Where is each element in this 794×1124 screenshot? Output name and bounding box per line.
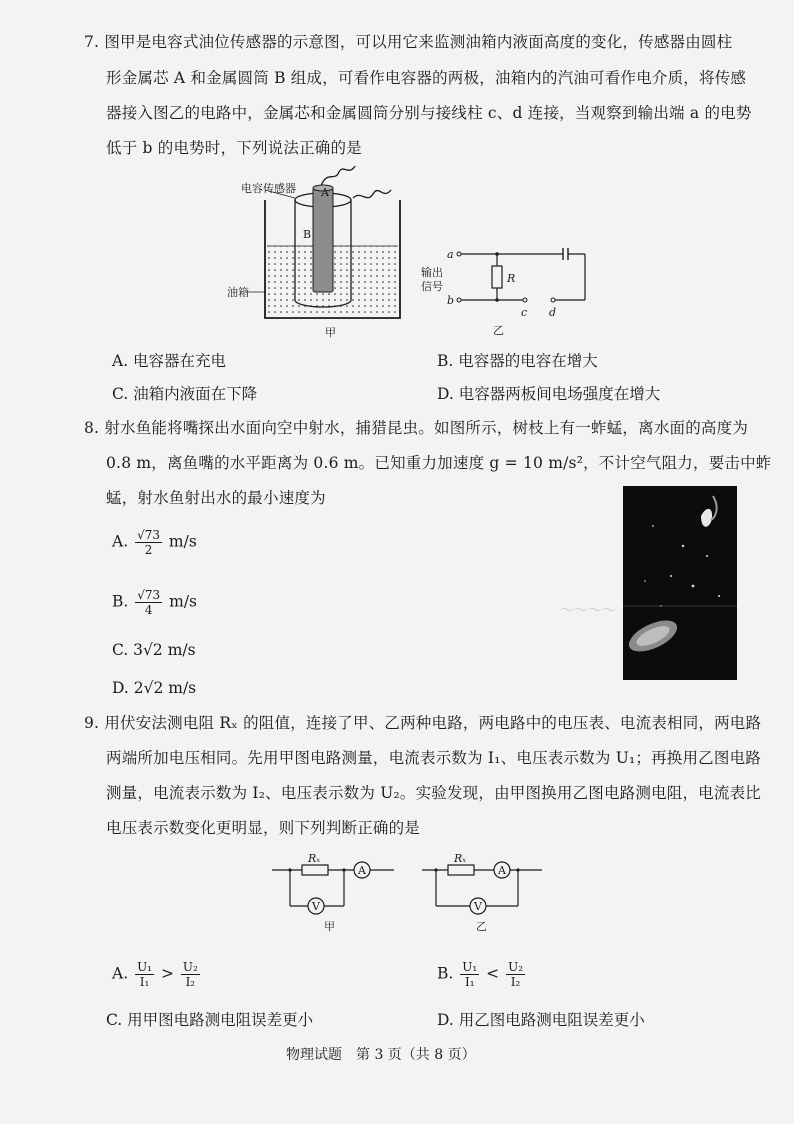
svg-text:c: c	[521, 306, 528, 319]
svg-text:b: b	[447, 294, 455, 307]
q8-line-2: 0.8 m，离鱼嘴的水平距离为 0.6 m。已知重力加速度 g = 10 m/s²，不计空气阻力，要击中蚱	[106, 454, 772, 472]
q7-option-c[interactable]: C. 油箱内液面在下降	[112, 385, 258, 403]
label-A: A	[321, 186, 329, 199]
svg-text:乙: 乙	[476, 920, 487, 933]
q7-figure-yi	[415, 238, 595, 338]
q8-option-b[interactable]: B. $\frac{√73}{4}$ m/s	[112, 588, 197, 617]
svg-text:A: A	[498, 864, 506, 877]
svg-text:d: d	[549, 306, 557, 319]
q7-option-b[interactable]: B. 电容器的电容在增大	[437, 352, 598, 370]
page-footer: 物理试题 第 3 页（共 8 页）	[286, 1047, 476, 1063]
q9-option-a[interactable]: A. $\frac{\text{U₁}}{\text{I₁}}$ > $\frac{\text{U₂}}{\text{I₂}}$	[112, 960, 198, 989]
q8-line-1: 8. 射水鱼能将嘴探出水面向空中射水，捕猎昆虫。如图所示，树枝上有一蚱蜢，离水面的高度为	[84, 419, 749, 437]
q7-line-4: 低于 b 的电势时，下列说法正确的是	[106, 139, 362, 157]
svg-text:信号: 信号	[421, 280, 443, 293]
svg-text:输出: 输出	[421, 266, 443, 279]
bleed-through: ～～～～	[560, 603, 616, 619]
q8-line-3: 蜢，射水鱼射出水的最小速度为	[106, 489, 326, 507]
q9-figure-yi	[418, 850, 548, 935]
q8-option-c[interactable]: C. 3√2 m/s	[112, 641, 196, 659]
q8-option-d[interactable]: D. 2√2 m/s	[112, 679, 197, 697]
svg-text:A: A	[358, 864, 366, 877]
q7-figure-jia	[225, 160, 425, 340]
svg-text:a: a	[447, 248, 454, 261]
label-B: B	[303, 228, 312, 241]
svg-text:Rₓ: Rₓ	[308, 852, 321, 865]
svg-text:R: R	[507, 272, 516, 285]
svg-text:乙: 乙	[493, 324, 504, 337]
q9-line-3: 测量，电流表示数为 I₂、电压表示数为 U₂。实验发现，由甲图换用乙图电路测电阻，电流表比	[106, 784, 761, 802]
q9-option-d[interactable]: D. 用乙图电路测电阻误差更小	[437, 1011, 645, 1029]
svg-text:甲: 甲	[324, 920, 335, 933]
q8-option-a[interactable]: A. $\frac{√73}{2}$ m/s	[112, 528, 197, 557]
q9-figure-jia	[268, 850, 398, 935]
caption-jia: 甲	[325, 326, 336, 339]
svg-text:Rₓ: Rₓ	[454, 852, 467, 865]
svg-text:V: V	[474, 900, 482, 913]
q9-option-b[interactable]: B. $\frac{\text{U₁}}{\text{I₁}}$ < $\frac{\text{U₂}}{\text{I₂}}$	[437, 960, 524, 989]
q7-option-d[interactable]: D. 电容器两板间电场强度在增大	[437, 385, 661, 403]
archer-fish-photo	[623, 486, 737, 680]
q7-line-1: 7. 图甲是电容式油位传感器的示意图，可以用它来监测油箱内液面高度的变化，传感器由圆柱	[84, 33, 733, 51]
q9-option-c[interactable]: C. 用甲图电路测电阻误差更小	[106, 1011, 314, 1029]
q9-line-2: 两端所加电压相同。先用甲图电路测量，电流表示数为 I₁、电压表示数为 U₁；再换用乙图电路	[106, 749, 761, 767]
label-sensor: 电容传感器	[241, 182, 296, 195]
q7-line-3: 器接入图乙的电路中，金属芯和金属圆筒分别与接线柱 c、d 连接，当观察到输出端 a 的电势	[106, 104, 752, 122]
q7-line-2: 形金属芯 A 和金属圆筒 B 组成，可看作电容器的两极，油箱内的汽油可看作电介质，将传感	[106, 69, 747, 87]
svg-text:V: V	[312, 900, 320, 913]
q9-line-4: 电压表示数变化更明显，则下列判断正确的是	[106, 819, 421, 837]
q9-line-1: 9. 用伏安法测电阻 Rₓ 的阻值，连接了甲、乙两种电路，两电路中的电压表、电流表相同，两电路	[84, 714, 762, 732]
label-tank: 油箱	[227, 286, 249, 299]
q7-option-a[interactable]: A. 电容器在充电	[112, 352, 227, 370]
